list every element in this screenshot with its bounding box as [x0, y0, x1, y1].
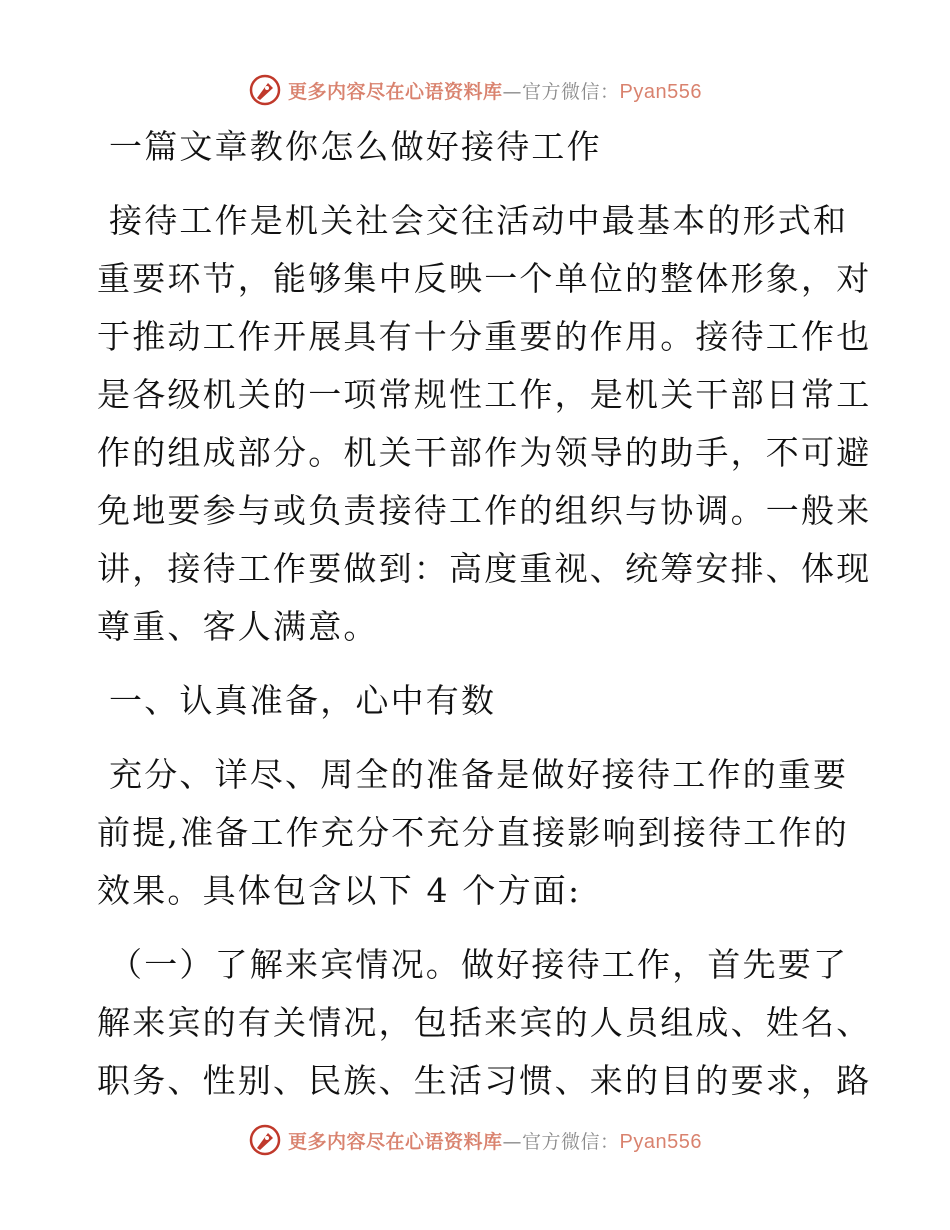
- watermark-main-text: 更多内容尽在心语资料库: [288, 1130, 503, 1153]
- paragraph-guest-info: [97, 936, 872, 1110]
- paragraph-line: 充分、详尽、周全的准备是做好接待工作的重要: [109, 755, 849, 794]
- paragraph-line: 重要环节，能够集中反映一个单位的整体形象，对: [97, 259, 872, 298]
- pen-nib-logo-icon: [248, 73, 282, 107]
- paragraph-intro: [97, 192, 872, 656]
- watermark-wechat-label: 官方微信：: [522, 80, 620, 103]
- watermark-wechat-id: Pyan556: [619, 80, 702, 103]
- header-watermark: [0, 72, 950, 108]
- footer-watermark: [0, 1122, 950, 1158]
- paragraph-line: （一）了解来宾情况。做好接待工作，首先要了: [109, 945, 849, 984]
- pen-nib-logo-icon: [248, 1123, 282, 1157]
- paragraph-line: 职务、性别、民族、生活习惯、来的目的要求，路: [97, 1061, 872, 1100]
- watermark-wechat-id: Pyan556: [619, 1130, 702, 1153]
- paragraph-line: 免地要参与或负责接待工作的组织与协调。一般来: [97, 491, 872, 530]
- paragraph-line: 前提,准备工作充分不充分直接影响到接待工作的: [97, 813, 849, 852]
- paragraph-line: 是各级机关的一项常规性工作，是机关干部日常工: [97, 375, 872, 414]
- paragraph-line: 尊重、客人满意。: [97, 607, 379, 646]
- paragraph-line: 讲，接待工作要做到：高度重视、统筹安排、体现: [97, 549, 872, 588]
- watermark-dash: —: [502, 80, 523, 103]
- paragraph-line: 作的组成部分。机关干部作为领导的助手，不可避: [97, 433, 872, 472]
- section-heading: 一、认真准备，心中有数: [109, 681, 497, 720]
- paragraph-line: 接待工作是机关社会交往活动中最基本的形式和: [109, 201, 849, 240]
- paragraph-line: 效果。具体包含以下 4 个方面:: [97, 871, 582, 910]
- watermark-dash: —: [502, 1130, 523, 1153]
- watermark-main-text: 更多内容尽在心语资料库: [288, 80, 503, 103]
- paragraph-line: 解来宾的有关情况，包括来宾的人员组成、姓名、: [97, 1003, 872, 1042]
- watermark-wechat-label: 官方微信：: [522, 1130, 620, 1153]
- document-body: [97, 118, 872, 1110]
- paragraph-line: 于推动工作开展具有十分重要的作用。接待工作也: [97, 317, 872, 356]
- document-title: 一篇文章教你怎么做好接待工作: [109, 127, 602, 166]
- paragraph-preparation: [97, 746, 853, 920]
